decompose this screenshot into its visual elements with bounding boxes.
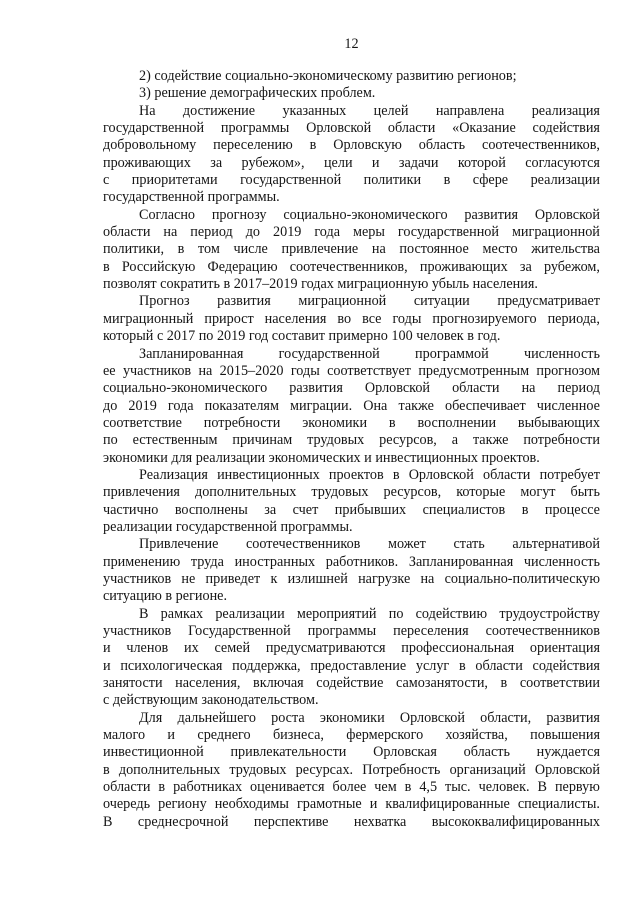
list-item — [103, 68, 600, 85]
word: тыс. — [445, 779, 471, 796]
word: семей — [214, 640, 251, 657]
text-line — [103, 415, 600, 432]
word: жительства — [531, 241, 600, 258]
word: которые — [456, 484, 506, 501]
word: области — [482, 466, 531, 483]
word: годы — [392, 310, 422, 327]
word: высококвалифицированных — [431, 813, 600, 830]
word: место — [482, 241, 518, 258]
word: излишней — [287, 570, 348, 587]
text-line — [103, 554, 600, 571]
word: численность — [523, 553, 600, 570]
word: счет — [292, 501, 319, 518]
paragraph — [103, 293, 600, 345]
word: быть — [570, 484, 600, 501]
word: постоянное — [399, 241, 469, 258]
word: до — [245, 224, 261, 241]
word: трудовых — [229, 761, 287, 778]
word: работниках — [173, 779, 243, 796]
word: первую — [554, 779, 600, 796]
word: по — [388, 605, 404, 622]
word: года — [314, 224, 341, 241]
text-line: реализации государственной программы. — [103, 518, 353, 535]
word: среднесрочной — [137, 813, 229, 830]
word: в — [392, 466, 400, 483]
word: Государственной — [188, 623, 291, 639]
word: необходимы — [214, 796, 289, 813]
word: соответствии — [519, 675, 600, 692]
word: области — [475, 657, 523, 674]
word: естественным — [132, 432, 218, 449]
word: соотечественников, — [289, 258, 408, 275]
word: инвестиционных — [217, 466, 320, 483]
text-line — [103, 363, 600, 380]
paragraph — [103, 207, 600, 294]
word: по — [103, 432, 118, 449]
word: в — [158, 779, 166, 796]
word: Запланированная — [139, 345, 244, 362]
word: альтернативой — [512, 536, 600, 553]
word: выбывающих — [517, 414, 600, 431]
text-line — [103, 536, 600, 553]
word: области, — [480, 709, 532, 726]
word: работников. — [325, 553, 399, 570]
word: государственной — [240, 172, 342, 189]
word: миграции. — [290, 397, 353, 414]
text-line — [103, 727, 600, 744]
word: оценивается — [250, 779, 325, 796]
word: на — [371, 241, 386, 258]
word: социально-экономического — [103, 380, 268, 397]
word: потребует — [539, 466, 600, 483]
word: иностранных — [234, 553, 316, 570]
word: указанных — [282, 102, 347, 119]
word: восполнении — [417, 414, 497, 431]
text-line: который с 2017 по 2019 год составит примерно 100 человек в год. — [103, 328, 501, 345]
text-line — [103, 207, 600, 224]
word: проживающих — [103, 154, 191, 171]
list-item — [103, 85, 600, 102]
word: привлекательности — [230, 744, 347, 761]
word: проживающих — [419, 258, 508, 275]
word: миграционной — [298, 293, 387, 310]
word: дальнейшего — [177, 709, 256, 726]
word: на — [163, 224, 178, 241]
word: на — [420, 570, 435, 587]
word: в — [458, 657, 466, 674]
text-line — [103, 571, 600, 588]
word: На — [139, 102, 156, 119]
word: нагрузке — [358, 570, 411, 587]
word: содействию — [415, 605, 488, 622]
word: частично — [103, 501, 159, 518]
word: содействие — [316, 675, 384, 692]
word: ситуации — [413, 293, 470, 310]
text-line — [103, 293, 600, 310]
word: года — [167, 397, 194, 414]
text-line — [103, 103, 600, 120]
word: Согласно — [139, 206, 196, 223]
word: в — [404, 779, 412, 796]
word: Орловскую — [333, 137, 402, 154]
text-line: 3) решение демографических проблем. — [139, 85, 376, 102]
word: за — [519, 258, 532, 275]
word: Реализация — [139, 466, 208, 483]
word: соотечественников, — [482, 137, 600, 154]
word: период — [190, 224, 233, 241]
word: В — [139, 605, 149, 622]
word: за — [264, 501, 277, 518]
word: участников — [103, 570, 172, 587]
word: и — [167, 727, 176, 744]
word: Российскую — [121, 258, 196, 275]
word: и — [369, 796, 378, 813]
word: том — [197, 241, 220, 258]
word: прогнозируемого — [432, 310, 537, 327]
word: Привлечение — [139, 536, 219, 553]
word: «Оказание — [452, 120, 516, 137]
word: предусматриваются — [265, 640, 386, 657]
word: среднего — [197, 727, 251, 744]
word: до — [103, 397, 118, 414]
word: роста — [271, 709, 305, 726]
word: и — [103, 657, 111, 674]
word: трудоустройству — [499, 605, 600, 622]
word: Потребность — [362, 761, 441, 778]
word: за — [210, 154, 223, 171]
word: 4,5 — [419, 779, 438, 796]
text-line — [103, 137, 600, 154]
word: рубежом», — [241, 154, 305, 171]
word: 2015–2020 — [219, 362, 284, 379]
word: населения — [264, 310, 327, 327]
word: также — [398, 397, 434, 414]
word: Для — [139, 709, 163, 726]
word: соотечественников — [485, 623, 600, 639]
page-number: 12 — [344, 36, 359, 52]
word: программы — [220, 120, 290, 137]
word: обеспечивает — [445, 397, 526, 414]
word: которой — [457, 154, 506, 171]
word: период — [557, 380, 600, 397]
word: развития — [464, 206, 519, 223]
paragraph — [103, 467, 600, 536]
word: Орловская — [373, 744, 437, 761]
word: области — [452, 380, 500, 397]
word: фермерского — [346, 727, 424, 744]
word: к — [270, 570, 278, 587]
word: содействия — [532, 120, 600, 137]
word: человек. — [478, 779, 530, 796]
text-line: экономики для реализации экономических и инвестиционных проектов. — [103, 449, 540, 466]
word: нехватка — [353, 813, 407, 830]
paragraph — [103, 103, 600, 207]
word: годы — [290, 362, 320, 379]
word: государственной — [397, 224, 499, 241]
word: экономики — [319, 709, 385, 726]
word: могут — [520, 484, 556, 501]
word: Прогноз — [139, 293, 190, 310]
text-line — [103, 484, 600, 501]
text-line — [103, 241, 600, 258]
word: Орловской — [306, 120, 372, 137]
text-line — [103, 606, 600, 623]
word: инвестиционной — [103, 744, 204, 761]
text-line — [103, 432, 600, 449]
word: 2019 — [128, 397, 157, 414]
word: политики — [363, 172, 422, 189]
text-line — [103, 467, 600, 484]
word: занятости — [103, 675, 163, 692]
word: целей — [373, 102, 409, 119]
word: В — [103, 813, 113, 830]
word: добровольному — [103, 137, 197, 154]
text-line — [103, 762, 600, 779]
word: психологическая — [120, 657, 223, 674]
text-line — [103, 779, 600, 796]
word: процессе — [544, 501, 600, 518]
text-line — [103, 398, 600, 415]
word: область — [418, 137, 466, 154]
word: профессиональная — [401, 640, 515, 657]
word: цели — [323, 154, 353, 171]
word: потребности — [203, 414, 281, 431]
word: ресурсов, — [383, 484, 442, 501]
word: привлечение — [281, 241, 359, 258]
text-line — [103, 259, 600, 276]
word: в — [309, 137, 317, 154]
word: программы — [307, 623, 377, 639]
text-line — [103, 710, 600, 727]
word: 2019 — [273, 224, 302, 241]
text-line — [103, 502, 600, 519]
word: на — [521, 380, 536, 397]
word: ориентация — [529, 640, 600, 657]
word: социально-политическую — [444, 570, 600, 587]
word: прогнозу — [211, 206, 267, 223]
word: согласуются — [525, 154, 600, 171]
word: чем — [374, 779, 397, 796]
word: государственной — [103, 120, 205, 137]
word: организаций — [449, 761, 526, 778]
word: в — [500, 675, 508, 692]
word: услуг — [415, 657, 450, 674]
word: самозанятости, — [396, 675, 488, 692]
word: миграционной — [511, 224, 600, 241]
word: участников — [103, 623, 172, 639]
word: членов — [126, 640, 169, 657]
word: Орловской — [399, 709, 465, 726]
text-line — [103, 658, 600, 675]
word: реализации — [215, 605, 285, 622]
text-line — [103, 380, 600, 397]
text-line — [103, 224, 600, 241]
word: в — [103, 258, 110, 275]
word: развития — [289, 380, 343, 397]
word: и — [103, 640, 111, 657]
word: труда — [190, 553, 224, 570]
word: Она — [363, 397, 388, 414]
word: миграционный — [103, 310, 194, 327]
word: ресурсах. — [295, 761, 354, 778]
word: на — [198, 362, 213, 379]
word: Орловской — [364, 380, 431, 397]
text-line — [103, 640, 600, 657]
word: восполнены — [174, 501, 248, 518]
word: стать — [453, 536, 485, 553]
word: применению — [103, 553, 181, 570]
word: дополнительных — [118, 761, 221, 778]
word: рубежом, — [543, 258, 600, 275]
text-line — [103, 120, 600, 137]
word: во — [337, 310, 352, 327]
paragraph — [103, 710, 600, 831]
word: населения, — [175, 675, 241, 692]
word: достижение — [182, 102, 256, 119]
word: предусматривает — [497, 293, 600, 310]
word: может — [388, 536, 426, 553]
word: очередь — [103, 796, 151, 813]
word: и — [371, 154, 380, 171]
word: политики, — [103, 241, 164, 258]
word: специалисты. — [517, 796, 600, 813]
word: в — [177, 241, 185, 258]
word: трудовых — [307, 432, 365, 449]
text-line: государственной программы. — [103, 189, 280, 206]
paragraph — [103, 536, 600, 605]
word: квалифицированные — [385, 796, 510, 813]
word: задачи — [398, 154, 439, 171]
word: трудовых — [311, 484, 369, 501]
text-line — [103, 346, 600, 363]
body-text — [103, 68, 600, 831]
word: приведет — [205, 570, 261, 587]
word: численное — [536, 397, 600, 414]
word: Орловской — [534, 761, 600, 778]
word: с — [103, 172, 110, 189]
word: области — [103, 224, 151, 241]
word: содействия — [532, 657, 600, 674]
word: хозяйства, — [445, 727, 508, 744]
word: В — [537, 779, 547, 796]
word: специалистов — [422, 501, 506, 518]
word: бизнеса, — [272, 727, 324, 744]
word: периода, — [547, 310, 600, 327]
word: меры — [352, 224, 385, 241]
word: также — [472, 432, 509, 449]
word: прогнозом — [536, 362, 600, 379]
word: проектов — [328, 466, 384, 483]
word: поддержка, — [232, 657, 301, 674]
word: нуждается — [536, 744, 600, 761]
word: программой — [415, 345, 489, 362]
word: их — [184, 640, 199, 657]
word: показателям — [204, 397, 279, 414]
word: в — [443, 172, 451, 189]
word: более — [332, 779, 367, 796]
word: все — [362, 310, 382, 327]
word: реализация — [531, 102, 600, 119]
word: направлена — [435, 102, 505, 119]
word: переселению — [213, 137, 293, 154]
word: социально-экономического — [283, 206, 448, 223]
word: численность — [523, 345, 600, 362]
word: соотечественников — [246, 536, 361, 553]
word: дополнительных — [194, 484, 297, 501]
word: мероприятий — [296, 605, 377, 622]
word: соответствие — [103, 414, 182, 431]
word: сфере — [472, 172, 509, 189]
word: грамотные — [296, 796, 362, 813]
word: в — [521, 501, 529, 518]
word: прибывших — [334, 501, 407, 518]
word: государственной — [278, 345, 380, 362]
text-line — [103, 675, 600, 692]
word: Орловской — [408, 466, 474, 483]
text-line — [103, 796, 600, 813]
word: не — [181, 570, 196, 587]
word: реализации — [530, 172, 600, 189]
text-line — [103, 744, 600, 761]
word: привлечения — [103, 484, 180, 501]
word: приоритетами — [131, 172, 218, 189]
text-line — [103, 311, 600, 328]
word: ресурсов, — [379, 432, 437, 449]
word: области — [387, 120, 436, 137]
word: области — [103, 779, 151, 796]
text-line: позволят сократить в 2017–2019 годах миграционную убыль населения. — [103, 276, 538, 293]
text-line — [103, 814, 600, 831]
word: Запланированная — [408, 553, 514, 570]
word: в — [103, 761, 110, 778]
text-line — [103, 155, 600, 172]
word: соответствует — [327, 362, 411, 379]
word: участников — [122, 362, 192, 379]
text-line: с действующим законодательством. — [103, 692, 319, 709]
word: повышения — [530, 727, 600, 744]
text-line: 2) содействие социально-экономическому развитию регионов; — [139, 68, 517, 84]
word: предоставление — [310, 657, 407, 674]
word: числе — [233, 241, 268, 258]
text-line — [103, 623, 600, 640]
word: включая — [253, 675, 304, 692]
word: прирост — [204, 310, 254, 327]
word: перспективе — [253, 813, 329, 830]
word: ее — [103, 362, 116, 379]
word: переселения — [393, 623, 469, 639]
text-line: ситуацию в регионе. — [103, 588, 228, 605]
paragraph — [103, 346, 600, 467]
word: региону — [158, 796, 207, 813]
word: Федерацию — [207, 258, 278, 275]
word: в — [388, 414, 396, 431]
word: развития — [217, 293, 271, 310]
word: развития — [546, 709, 600, 726]
word: предусмотренным — [418, 362, 530, 379]
word: причинам — [232, 432, 293, 449]
text-line — [103, 172, 600, 189]
word: потребности — [523, 432, 600, 449]
word: область — [463, 744, 510, 761]
paragraph — [103, 606, 600, 710]
word: экономики — [302, 414, 368, 431]
word: Орловской — [534, 206, 600, 223]
word: рамках — [160, 605, 204, 622]
word: малого — [103, 727, 146, 744]
word: а — [451, 432, 459, 449]
